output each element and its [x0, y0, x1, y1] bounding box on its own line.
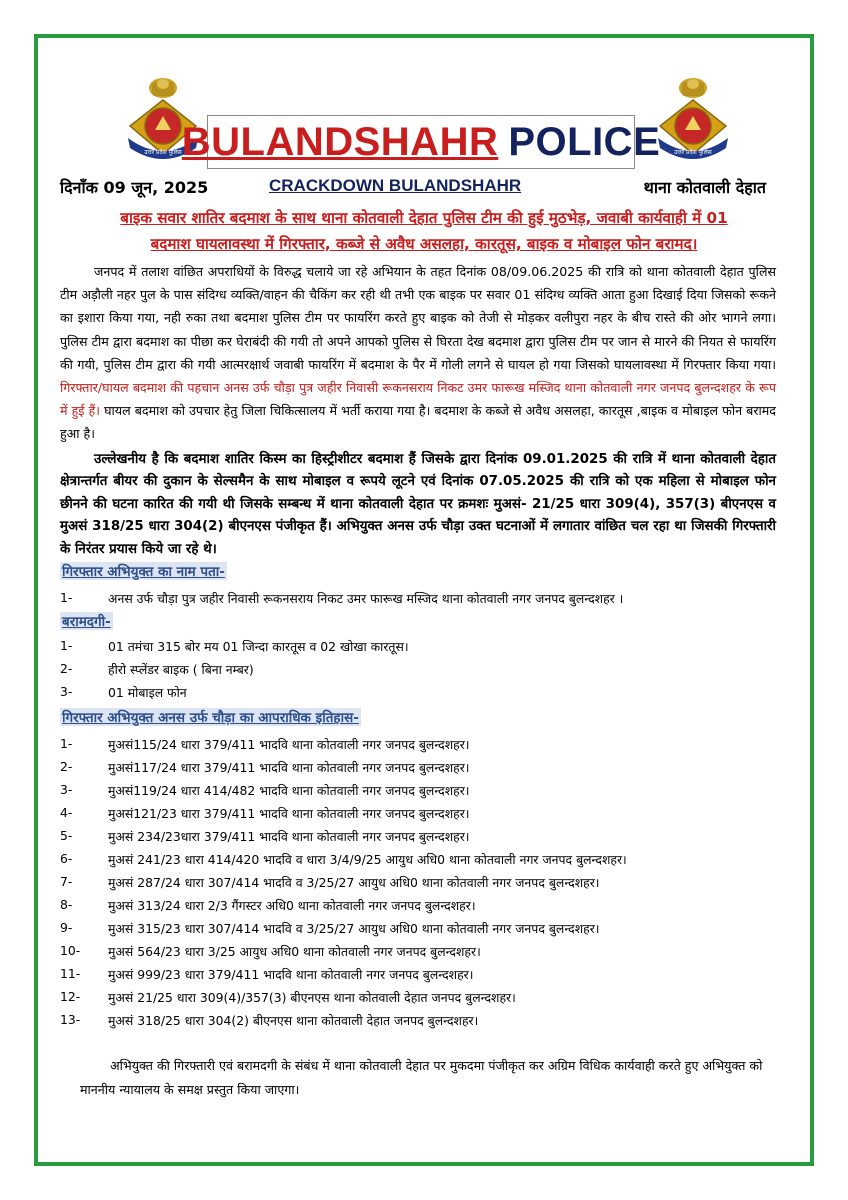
item-text: मुअसं 318/25 धारा 304(2) बीएनएस थाना कोतवाली देहात जनपद बुलन्दशहर।: [108, 1013, 479, 1028]
item-text: 01 मोबाइल फोन: [108, 685, 187, 700]
item-text: मुअसं 999/23 धारा 379/411 भादवि थाना कोतवाली नगर जनपद बुलन्दशहर।: [108, 967, 474, 982]
history-section-title: गिरफ्तार अभियुक्त अनस उर्फ चौड़ा का आपराधिक इतिहास-: [62, 710, 359, 726]
closing-text: अभियुक्त की गिरफ्तारी एवं बरामदगी के संबंध में थाना कोतवाली देहात पर मुकदमा पंजीकृत कर अग्रिम विधिक कार्यवाही करते हुए अभियुक्त को माननीय न्यायालय के समक्ष प्रस्तुत किया जाएगा।: [80, 1058, 763, 1097]
item-number: 1-: [60, 638, 73, 653]
item-text: मुअसं 241/23 धारा 414/420 भादवि व धारा 3/4/9/25 आयुध अधि0 थाना कोतवाली नगर जनपद बुलन्दशहर।: [108, 852, 627, 867]
item-text: मुअसं121/23 धारा 379/411 भादवि थाना कोतवाली नगर जनपद बुलन्दशहर।: [108, 806, 470, 821]
headline-line-1: बाइक सवार शातिर बदमाश के साथ थाना कोतवाली देहात पुलिस टीम की हुई मुठभेड़, जवाबी कार्यवाही में 01: [120, 209, 728, 227]
item-number: 9-: [60, 920, 73, 935]
item-text: मुअसं 287/24 धारा 307/414 भादवि व 3/25/27 आयुध अधि0 थाना कोतवाली नगर जनपद बुलन्दशहर।: [108, 875, 600, 890]
item-number: 11-: [60, 966, 81, 981]
up-police-emblem-right: [648, 68, 738, 168]
headline: [52, 205, 796, 257]
item-number: 8-: [60, 897, 73, 912]
paragraph-1-part-a: जनपद में तलाश वांछित अपराधियों के विरुद्ध चलाये जा रहे अभियान के तहत दिनांक 08/09.06.2025 की रात्रि को थाना कोतवाली देहात पुलिस टीम अड़ौली नहर पुल के पास संदिग्ध व्यक्ति/वाहन की चैकिंग कर रही थी तभी एक बाइक पर सवार 01 संदिग्ध व्यक्ति आता हुआ दिखाई दिया जिसको रूकने का इशारा किया गया, नही रुका तथा बदमाश पुलिस टीम पर फायरिंग करते हुए बाइक को तेजी से मोड़कर वलीपुरा नहर के बीच रास्ते की ओर भागने लगा। पुलिस टीम द्वारा बदमाश का पीछा कर घेराबंदी की गयी तो अपने आपको पुलिस से घिरता देख बदमाश द्वारा पुलिस टीम पर जान से मारने की नियत से फायरिंग की गयी, पुलिस टीम द्वारा की गयी आत्मरक्षार्थ जवाबी फायरिंग में बदमाश के पैर में गोली लगने से घायल हो गया जिसको घायलावस्था में गिरफ्तार किया गया।: [60, 264, 776, 372]
item-number: 5-: [60, 828, 73, 843]
title-bulandshahr: BULANDSHAHR: [181, 119, 499, 164]
station-label: थाना कोतवाली देहात: [643, 178, 766, 197]
item-number: 2-: [60, 759, 73, 774]
item-number: 12-: [60, 989, 81, 1004]
arrested-section-title: गिरफ्तार अभियुक्त का नाम पता-: [62, 564, 225, 580]
item-text: मुअसं 234/23धारा 379/411 भादवि थाना कोतवाली नगर जनपद बुलन्दशहर।: [108, 829, 470, 844]
paragraph-1-identity: गिरफ्तार/घायल बदमाश की पहचान अनस उर्फ चौड़ा पुत्र जहीर निवासी रूकनसराय निकट उमर फारूख मस्जिद थाना कोतवाली नगर जनपद बुलन्दशहर के रूप में हुई हैं।: [60, 380, 776, 419]
paragraph-2: उल्लेखनीय है कि बदमाश शातिर किस्म का हिस्ट्रीशीटर बदमाश हैं जिसके द्वारा दिनांक 09.01.2025 की रात्रि में थाना कोतवाली देहात क्षेत्रान्तर्गत बीयर की दुकान के सेल्समैन के साथ मोबाइल व रूपये लूटने एवं दिनांक 07.05.2025 की रात्रि को एक महिला से मोबाइल फोन छीनने की घटना कारित की गयी थी जिसके सम्बन्ध में थाना कोतवाली देहात पर क्रमशः मुअसं- 21/25 धारा 309(4), 357(3) बीएनएस व मुअसं 318/25 धारा 304(2) बीएनएस पंजीकृत हैं। अभियुक्त अनस उर्फ चौड़ा उक्त घटनाओं में लगातार वांछित चल रहा था जिसकी गिरफ्तारी के निरंतर प्रयास किये जा रहे थे।: [60, 451, 776, 557]
emblem-text-right: उत्तर प्रदेश पुलिस: [674, 149, 712, 156]
campaign-label: CRACKDOWN BULANDSHAHR: [269, 176, 522, 195]
item-number: 1-: [60, 590, 73, 605]
title-police: POLICE: [508, 119, 661, 164]
item-text: मुअसं115/24 धारा 379/411 भादवि थाना कोतवाली नगर जनपद बुलन्दशहर।: [108, 737, 470, 752]
item-number: 10-: [60, 943, 81, 958]
recovery-section-title: बरामदगी-: [62, 614, 111, 630]
item-number: 4-: [60, 805, 73, 820]
body-text: [60, 260, 776, 562]
closing-paragraph: [80, 1054, 780, 1102]
date-label: दिनाँक 09 जून, 2025: [60, 178, 209, 197]
item-text: मुअसं 313/24 धारा 2/3 गैंगस्टर अधि0 थाना कोतवाली नगर जनपद बुलन्दशहर।: [108, 898, 476, 913]
headline-line-2: बदमाश घायलावस्था में गिरफ्तार, कब्जे से अवैध असलहा, कारतूस, बाइक व मोबाइल फोन बरामद।: [150, 235, 698, 253]
item-text: मुअसं119/24 धारा 414/482 भादवि थाना कोतवाली नगर जनपद बुलन्दशहर।: [108, 783, 470, 798]
item-number: 3-: [60, 684, 73, 699]
item-number: 7-: [60, 874, 73, 889]
paragraph-1-part-b: घायल बदमाश को उपचार हेतु जिला चिकित्सालय में भर्ती कराया गया है। बदमाश के कब्जे से अवैध असलहा, कारतूस ,बाइक व मोबाइल फोन बरामद हुआ है।: [60, 403, 776, 442]
item-text: मुअसं 21/25 धारा 309(4)/357(3) बीएनएस थाना कोतवाली देहात जनपद बुलन्दशहर।: [108, 990, 516, 1005]
item-text: अनस उर्फ चौड़ा पुत्र जहीर निवासी रूकनसराय निकट उमर फारूख मस्जिद थाना कोतवाली नगर जनपद बुलन्दशहर ।: [108, 591, 624, 606]
item-text: मुअसं 315/23 धारा 307/414 भादवि व 3/25/27 आयुध अधि0 थाना कोतवाली नगर जनपद बुलन्दशहर।: [108, 921, 600, 936]
item-text: मुअसं 564/23 धारा 3/25 आयुध अधि0 थाना कोतवाली नगर जनपद बुलन्दशहर।: [108, 944, 481, 959]
item-text: 01 तमंचा 315 बोर मय 01 जिन्दा कारतूस व 02 खोखा कारतूस।: [108, 639, 409, 654]
page-title: [181, 115, 661, 169]
meta-row: [60, 176, 770, 200]
item-number: 13-: [60, 1012, 81, 1027]
item-number: 1-: [60, 736, 73, 751]
item-number: 6-: [60, 851, 73, 866]
item-number: 2-: [60, 661, 73, 676]
item-number: 3-: [60, 782, 73, 797]
item-text: हीरो स्प्लेंडर बाइक ( बिना नम्बर): [108, 662, 254, 677]
item-text: मुअसं117/24 धारा 379/411 भादवि थाना कोतवाली नगर जनपद बुलन्दशहर।: [108, 760, 470, 775]
emblem-text-left: उत्तर प्रदेश पुलिस: [144, 149, 182, 156]
paragraph-1: [60, 260, 776, 446]
